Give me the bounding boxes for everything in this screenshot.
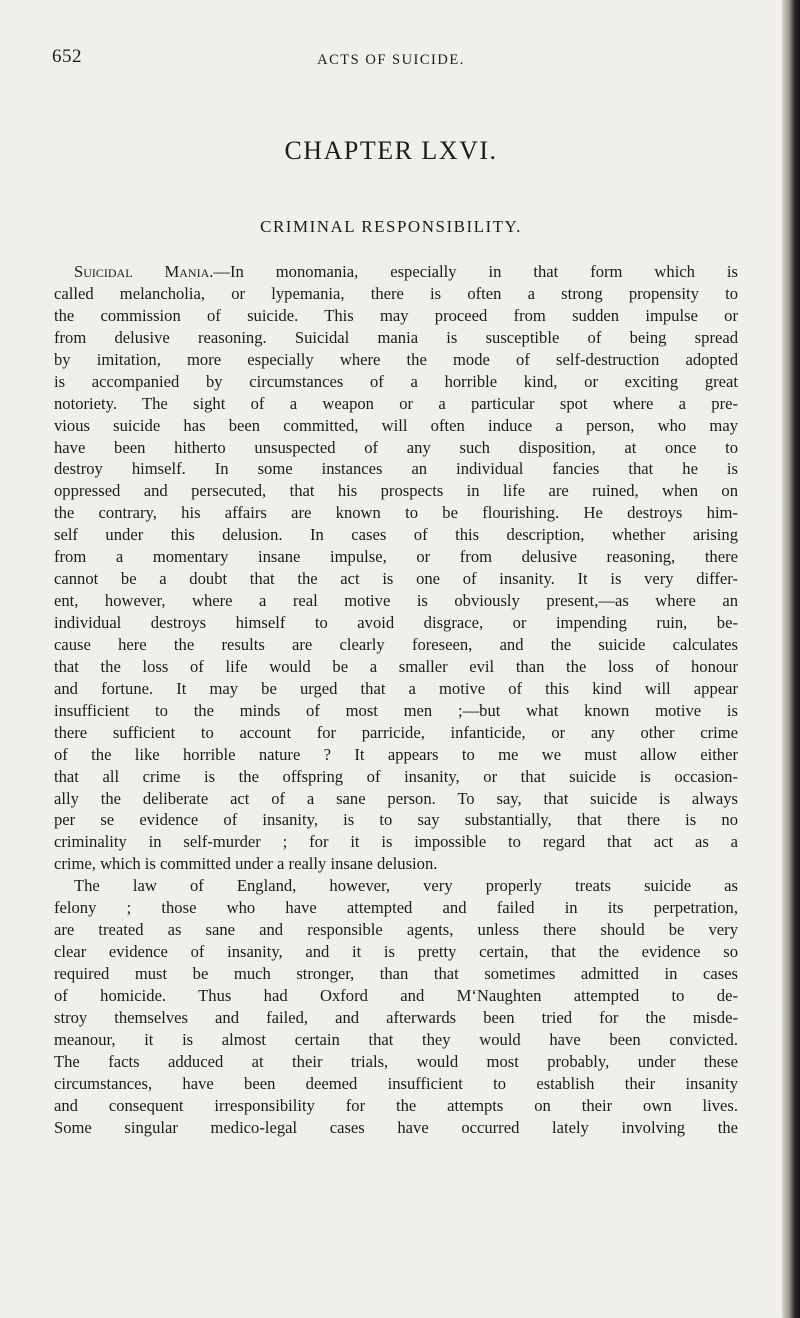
text-line: called melancholia, or lypemania, there is often a strong propensity to xyxy=(54,283,738,303)
text-line: oppressed and persecuted, that his prospects in life are ruined, when on xyxy=(54,481,738,501)
run-in-heading: Suicidal Mania. xyxy=(74,262,214,281)
body-text xyxy=(54,261,738,1139)
text-line: by imitation, more especially where the mode of self-destruction adopted xyxy=(54,349,738,369)
text-line: the commission of suicide. This may proceed from sudden impulse or xyxy=(54,305,738,325)
text-line: criminality in self-murder ; for it is impossible to regard that act as a xyxy=(54,832,738,852)
book-edge-shadow xyxy=(782,0,800,1318)
text-line: clear evidence of insanity, and it is pretty certain, that the evidence so xyxy=(54,942,738,962)
text-line: insufficient to the minds of most men ;—but what known motive is xyxy=(54,700,738,720)
text-line: are treated as sane and responsible agents, unless there should be very xyxy=(54,920,738,940)
text-line: that the loss of life would be a smaller evil than the loss of honour xyxy=(54,656,738,676)
text-line: ally the deliberate act of a sane person. To say, that suicide is always xyxy=(54,788,738,808)
text-line: notoriety. The sight of a weapon or a particular spot where a pre- xyxy=(54,393,738,413)
text-line: The facts adduced at their trials, would most probably, under these xyxy=(54,1051,738,1071)
text-line: felony ; those who have attempted and failed in its perpetration, xyxy=(54,898,738,918)
text-line: cause here the results are clearly foreseen, and the suicide calculates xyxy=(54,634,738,654)
text-line: there sufficient to account for parricide, infanticide, or any other crime xyxy=(54,722,738,742)
text-line: Suicidal Mania.—In monomania, especially in that form which is xyxy=(74,262,738,281)
running-head: ACTS OF SUICIDE. xyxy=(317,52,465,68)
text-line: required must be much stronger, than that sometimes admitted in cases xyxy=(54,964,738,983)
section-title: CRIMINAL RESPONSIBILITY. xyxy=(260,217,522,236)
text-line: from a momentary insane impulse, or from delusive reasoning, there xyxy=(54,547,738,567)
text-line: and consequent irresponsibility for the attempts on their own lives. xyxy=(54,1095,738,1115)
text-line: crime, which is committed under a really insane delusion. xyxy=(54,854,438,874)
text-line: circumstances, have been deemed insufficient to establish their insanity xyxy=(54,1073,738,1093)
text-line: vious suicide has been committed, will often induce a person, who may xyxy=(54,415,738,435)
text-line: and fortune. It may be urged that a motive of this kind will appear xyxy=(54,678,738,698)
text-line: of the like horrible nature ? It appears to me we must allow either xyxy=(54,744,738,764)
chapter-title: CHAPTER LXVI. xyxy=(284,136,498,165)
text-line: stroy themselves and failed, and afterwards been tried for the misde- xyxy=(54,1007,738,1027)
page-number: 652 xyxy=(52,46,82,67)
text-line: ent, however, where a real motive is obviously present,—as where an xyxy=(54,591,738,611)
text-line: individual destroys himself to avoid disgrace, or impending ruin, be- xyxy=(54,613,738,632)
text-line: from delusive reasoning. Suicidal mania is susceptible of being spread xyxy=(54,327,738,347)
text-line: self under this delusion. In cases of this description, whether arising xyxy=(54,525,738,545)
text-line: Some singular medico-legal cases have occurred lately involving the xyxy=(54,1117,738,1137)
text-line: The law of England, however, very properly treats suicide as xyxy=(74,876,738,896)
text-line: have been hitherto unsuspected of any such disposition, at once to xyxy=(54,437,738,457)
text-line: that all crime is the offspring of insanity, or that suicide is occasion- xyxy=(54,766,738,786)
text-line: meanour, it is almost certain that they would have been convicted. xyxy=(54,1029,738,1049)
text-line: is accompanied by circumstances of a horrible kind, or exciting great xyxy=(54,371,738,391)
text-line: per se evidence of insanity, is to say substantially, that there is no xyxy=(54,810,738,830)
text-line: cannot be a doubt that the act is one of insanity. It is very differ- xyxy=(54,569,738,589)
text-line: destroy himself. In some instances an individual fancies that he is xyxy=(54,459,738,479)
text-line: of homicide. Thus had Oxford and M‘Naughten attempted to de- xyxy=(54,985,738,1005)
text-line: the contrary, his affairs are known to be flourishing. He destroys him- xyxy=(54,503,738,523)
